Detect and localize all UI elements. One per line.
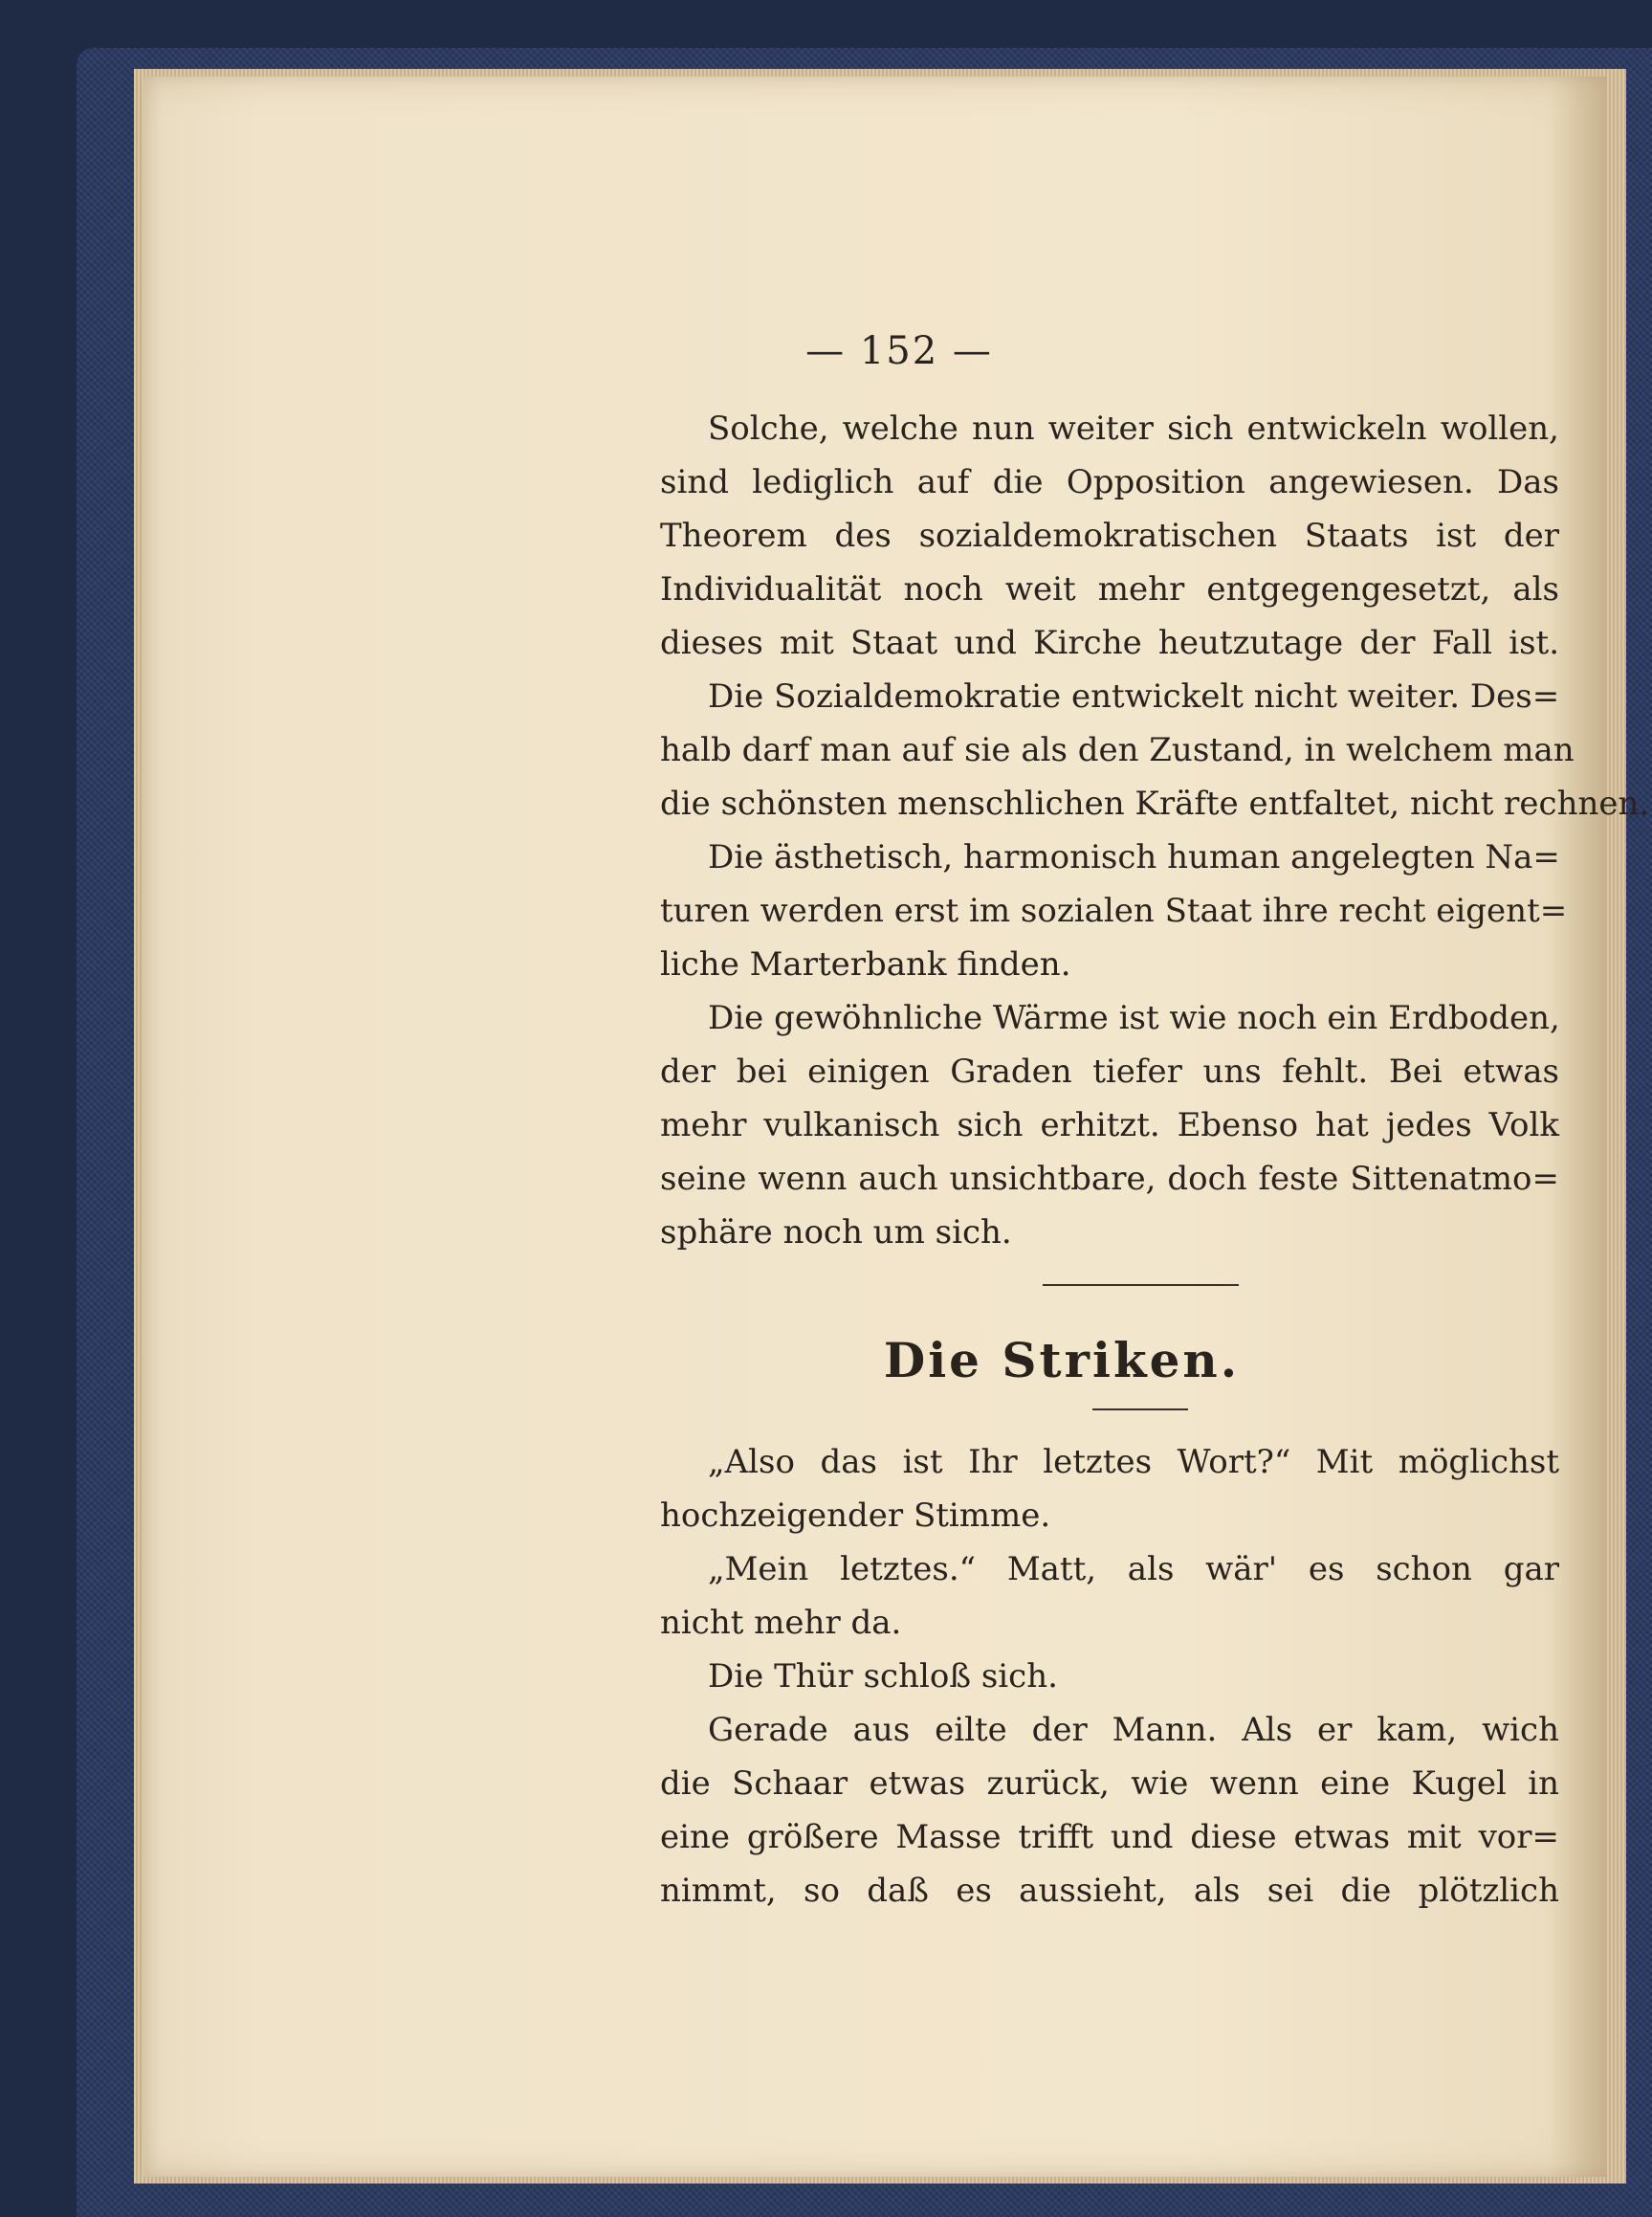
- text-line: halb darf man auf sie als den Zustand, in welchem man: [660, 731, 1575, 769]
- text-line: Theorem des sozialdemokratischen Staats ist der: [660, 517, 1559, 555]
- text-line: sind lediglich auf die Opposition angewiesen. Das: [660, 463, 1559, 501]
- text-line: Die gewöhnliche Wärme ist wie noch ein Erdboden,: [708, 999, 1560, 1037]
- text-line: der bei einigen Graden tiefer uns fehlt. Bei etwas: [660, 1053, 1559, 1091]
- text-line: Individualität noch weit mehr entgegengesetzt, als: [660, 570, 1559, 609]
- text-line: „Mein letztes.“ Matt, als wär' es schon gar: [708, 1550, 1559, 1588]
- text-line: turen werden erst im sozialen Staat ihre recht eigent=: [660, 892, 1568, 930]
- text-line: dieses mit Staat und Kirche heutzutage der Fall ist.: [660, 624, 1559, 662]
- text-line: Die ästhetisch, harmonisch human angelegten Na=: [708, 838, 1560, 876]
- text-line: eine größere Masse trifft und diese etwas mit vor=: [660, 1818, 1559, 1856]
- section-divider: [1043, 1284, 1239, 1286]
- page-number: — 152 —: [805, 329, 993, 373]
- text-line: hochzeigender Stimme.: [660, 1496, 1051, 1535]
- book-page: [143, 77, 1650, 2177]
- text-line: Solche, welche nun weiter sich entwickeln wollen,: [708, 410, 1559, 448]
- text-line: nimmt, so daß es aussieht, als sei die plötzlich: [660, 1872, 1559, 1910]
- text-line: mehr vulkanisch sich erhitzt. Ebenso hat jedes Volk: [660, 1106, 1559, 1144]
- text-line: seine wenn auch unsichtbare, doch feste Sittenatmo=: [660, 1160, 1559, 1198]
- text-line: die Schaar etwas zurück, wie wenn eine Kugel in: [660, 1764, 1559, 1803]
- text-line: Die Sozialdemokratie entwickelt nicht weiter. Des=: [708, 677, 1560, 716]
- text-line: liche Marterbank finden.: [660, 945, 1071, 984]
- section-heading: Die Striken.: [883, 1332, 1241, 1388]
- text-line: Die Thür schloß sich.: [708, 1657, 1058, 1696]
- text-line: die schönsten menschlichen Kräfte entfaltet, nicht rechnen.: [660, 785, 1650, 823]
- text-line: sphäre noch um sich.: [660, 1213, 1012, 1252]
- heading-underline: [1092, 1408, 1188, 1410]
- text-line: Gerade aus eilte der Mann. Als er kam, wich: [708, 1711, 1559, 1749]
- text-line: „Also das ist Ihr letztes Wort?“ Mit möglichst: [708, 1443, 1559, 1481]
- text-line: nicht mehr da.: [660, 1604, 902, 1642]
